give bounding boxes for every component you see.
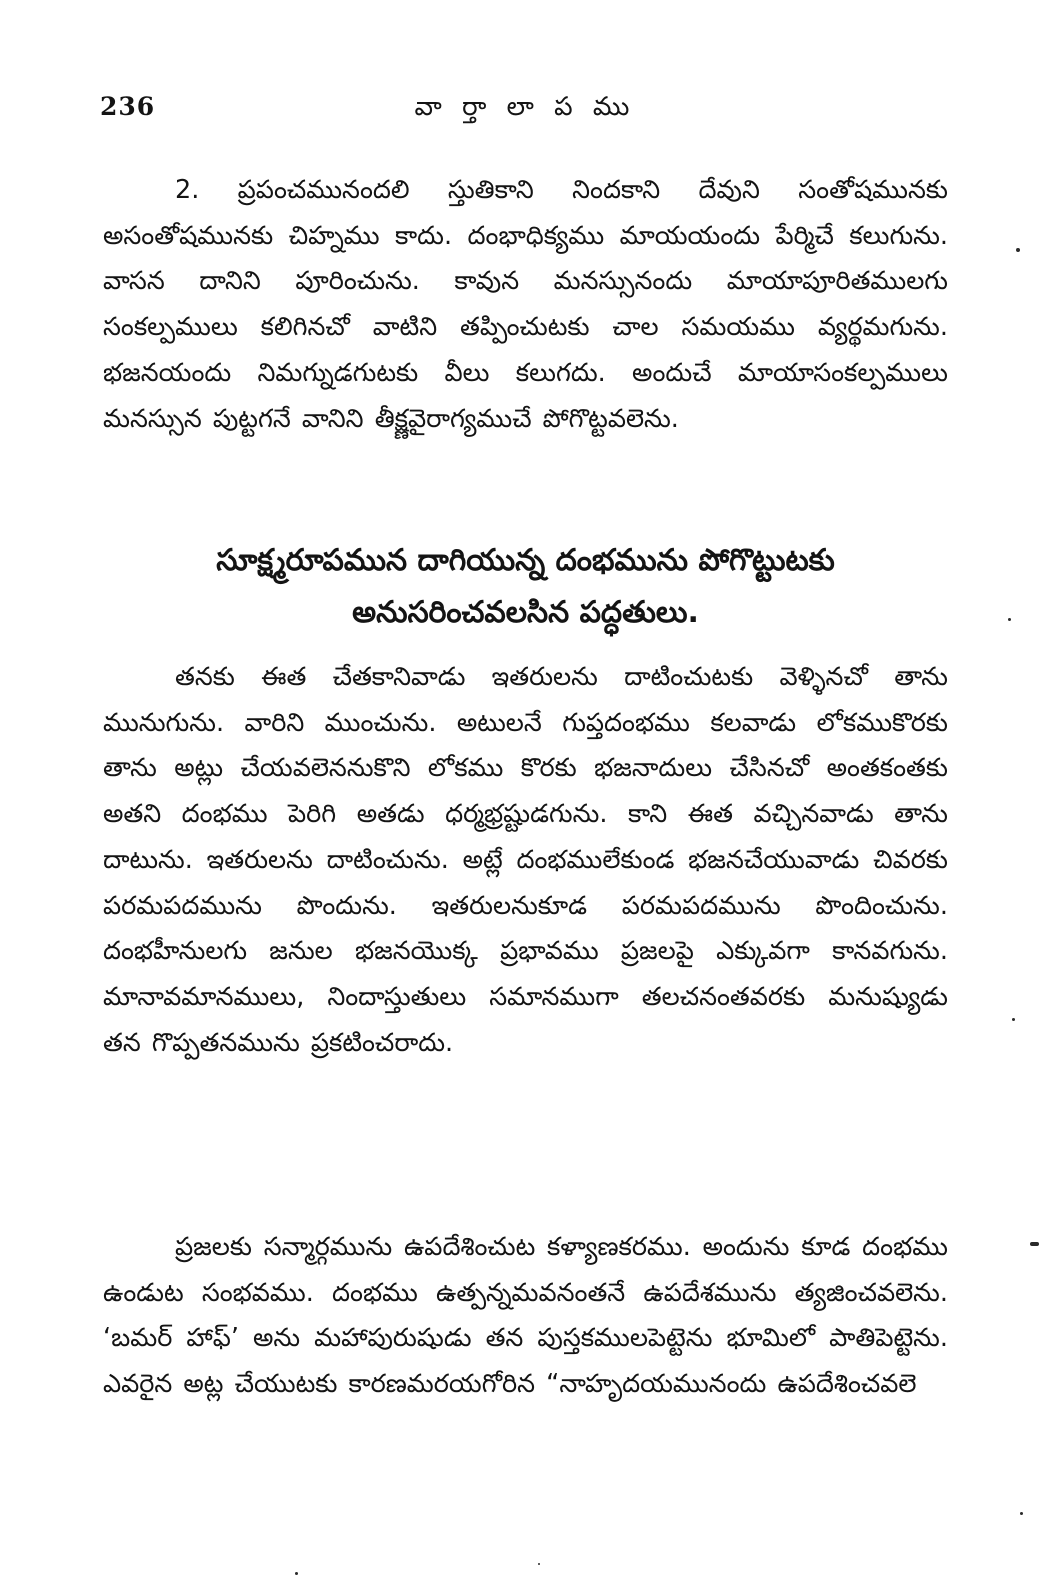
scan-speck — [1020, 1512, 1023, 1515]
paragraph-2: తనకు ఈత చేతకానివాడు ఇతరులను దాటించుటకు వెళ్ళినచో తాను మునుగును. వారిని ముంచును. అటులనే గుప్తదంభము కలవాడు లోకముకొరకు తాను అట్లు చేయవలెననుకొని లోకము కొరకు భజనాదులు చేసినచో అంతకంతకు అతని దంభము పెరిగి అతడు ధర్మభ్రష్టుడగును. కాని ఈత వచ్చినవాడు తాను దాటును. ఇతరులను దాటించును. అట్లే దంభములేకుండ భజనచేయువాడు చివరకు పరమపదమును పొందును. ఇతరులనుకూడ పరమపదమును పొందించును. దంభహీనులగు జనుల భజనయొక్క ప్రభావము ప్రజలపై ఎక్కువగా కానవగును. మానావమానములు, నిందాస్తుతులు సమానముగా తలచనంతవరకు మనుష్యుడు తన గొప్పతనమును ప్రకటించరాదు. — [103, 662, 948, 1058]
running-title: వా ర్తా లా ప ము — [414, 92, 636, 122]
scan-speck — [1012, 1018, 1015, 1021]
scan-speck — [1030, 1242, 1039, 1246]
section-heading-line-1: సూక్ష్మరూపమున దాగియున్న దంభమును పోగొట్టుటకు — [216, 543, 835, 578]
section-heading — [103, 535, 948, 639]
section-heading-line-2: అనుసరించవలసిన పద్ధతులు. — [352, 595, 699, 630]
paragraph-1: 2. ప్రపంచమునందలి స్తుతికాని నిందకాని దేవుని సంతోషమునకు అసంతోషమునకు చిహ్నము కాదు. దంభాధిక్యము మాయయందు పేర్మిచే కలుగును. వాసన దానిని పూరించును. కావున మనస్సునందు మాయాపూరితములగు సంకల్పములు కలిగినచో వాటిని తప్పించుటకు చాల సమయము వ్యర్థమగును. భజనయందు నిమగ్నుడగుటకు వీలు కలుగదు. అందుచే మాయాసంకల్పములు మనస్సున పుట్టగనే వానిని తీక్ష్ణవైరాగ్యముచే పోగొట్టవలెను. — [103, 175, 948, 434]
page-header — [100, 92, 950, 132]
scan-speck — [295, 1572, 298, 1575]
scan-speck — [538, 1563, 540, 1565]
scan-speck — [1008, 618, 1011, 621]
scan-speck — [1016, 248, 1020, 252]
page-number: 236 — [100, 92, 156, 121]
paragraph-3: ప్రజలకు సన్మార్గమును ఉపదేశించుట కళ్యాణకరము. అందును కూడ దంభము ఉండుట సంభవము. దంభము ఉత్పన్నమవనంతనే ఉపదేశమును త్యజించవలెను. ‘బమర్ హాఫ్’ అను మహాపురుషుడు తన పుస్తకములపెట్టెను భూమిలో పాతిపెట్టెను. ఎవరైన అట్ల చేయుటకు కారణమరయగోరిన “నాహృదయమునందు ఉపదేశించవలె — [103, 1232, 948, 1400]
